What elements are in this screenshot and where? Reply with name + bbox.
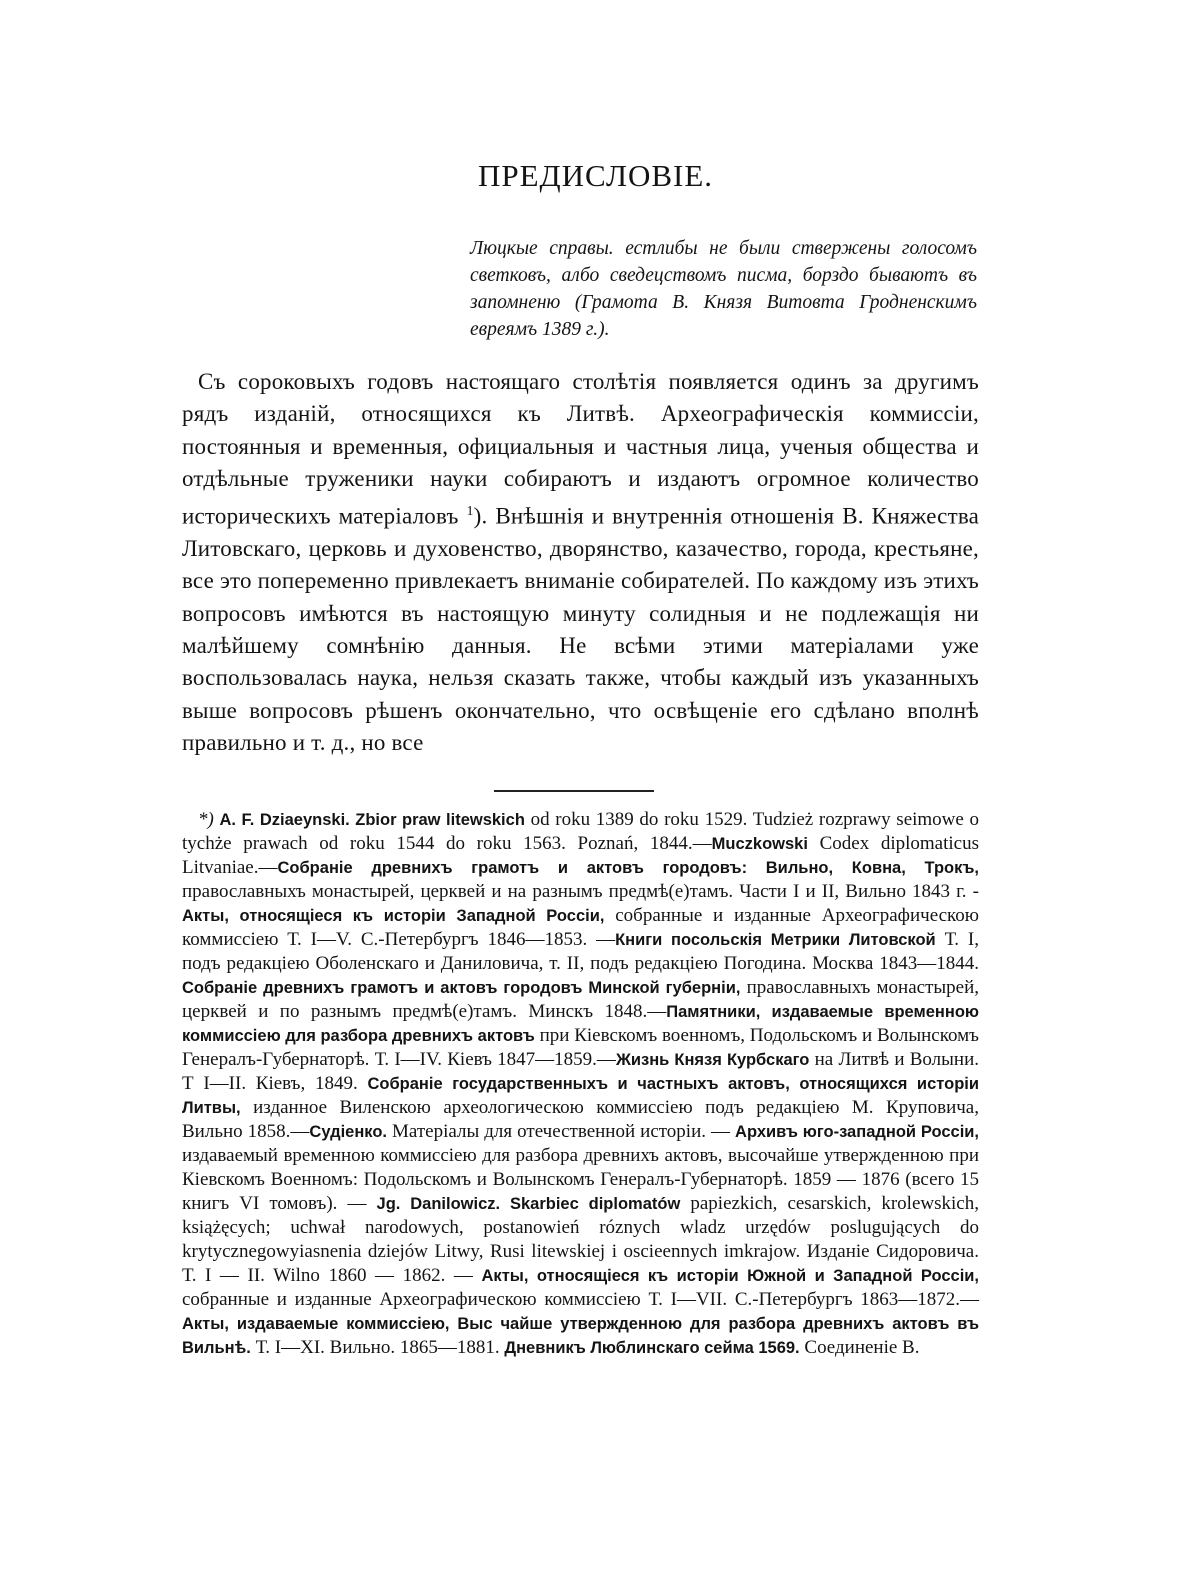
footnote-bold-segment: Архивъ юго-западной Россіи, — [735, 1123, 980, 1141]
footnote-bold-segment: Жизнь Князя Курбскаго — [615, 1051, 810, 1069]
footnote-text-segment: православныхъ монастырей, церквей и по разнымъ предмѣ(е)тамъ. Минскъ 1848.— — [182, 977, 979, 1022]
page-title: ПРЕДИСЛОВІЕ. — [477, 158, 714, 193]
footnote-bold-segment: Книги посольскія Метрики Литовской — [615, 931, 936, 949]
body-text — [182, 366, 979, 760]
footnote-bold-segment: Jg. Danilowicz. Skarbiec diplomatów — [376, 1195, 681, 1213]
footnote-text-segment: на Литвѣ и Волыни. Т I—II. Кіевъ, 1849. — [182, 1049, 979, 1094]
footnote-bold-segment: Акты, относящіеся къ исторіи Южной и Западной Россіи, — [481, 1267, 980, 1285]
footnote-text-segment: od roku 1389 do roku 1529. Tudzież rozprawy seimowe o tychże prawach od roku 1544 do roku 1563. Poznań, 1844.— — [182, 809, 980, 854]
footnote-bold-segment: Акты, издаваемые коммиссіею, Выс чайше утвержденною для разбора древнихъ актовъ въ Вильнѣ. — [182, 1315, 979, 1357]
footnote — [182, 808, 979, 1360]
footnote-text-segment: Матеріалы для отечественной исторіи. — — [387, 1121, 731, 1142]
footnote-bold-segment: A. F. Dziaeynski. Zbior praw litewskich — [219, 811, 525, 829]
footnote-text-segment: papiezkich, cesarskich, krolewskich, książęcych; uchwał narodowych, postanowień róznych wladz urzędów poslugujących do krytycznegowyiasnenia dziejów Litwy, Rusi litewskiej i oscieennych imkrajow. Изданіе Сидоровича. Т. I — II. Wilno 1860 — 1862. — — [182, 1193, 979, 1286]
footnote-marker: *) — [198, 809, 214, 830]
footnote-paragraph — [182, 808, 979, 1360]
footnote-bold-segment: Собраніе древнихъ грамотъ и актовъ городовъ: Вильно, Ковна, Трокъ, — [277, 859, 979, 877]
footnote-text-segment: Т. I—XI. Вильно. 1865—1881. — [250, 1337, 500, 1358]
footnote-reference: 1 — [466, 503, 474, 519]
footnote-text-segment: собранные и изданные Археографическою коммиссіею Т. I—VII. С.-Петербургъ 1863—1872.— — [182, 1289, 979, 1310]
footnote-text-segment: Соединеніе В. — [799, 1337, 920, 1358]
body-paragraph — [182, 366, 979, 760]
footnote-bold-segment: Собраніе государственныхъ и частныхъ актовъ, относящихся исторіи Литвы, — [182, 1075, 980, 1117]
footnote-bold-segment: Судіенко. — [309, 1123, 388, 1141]
footnote-text-segment: Codex diplomaticus Litvaniae.— — [182, 833, 980, 878]
footnote-text-segment: изданное Виленскою археологическою коммиссіею подъ редакціею М. Круповича, Вильно 1858.— — [182, 1097, 979, 1142]
footnote-text-segment: Т. I, подъ редакціею Оболенскаго и Даниловича, т. II, подъ редакціею Погодина. Москва 1843—1844. — [182, 929, 979, 974]
footnote-bold-segment: Акты, относящіеся къ исторіи Западной Россіи, — [182, 907, 605, 925]
epigraph: Люцкые справы. естлибы не были ствержены голосомъ светковъ, албо сведецствомъ писма, борздо бываютъ въ запомненю (Грамота В. Князя Витовта Гродненскимъ евреямъ 1389 г.). — [470, 238, 977, 340]
footnote-bold-segment: Muczkowski — [711, 835, 808, 853]
footnote-bold-segment: Дневникъ Люблинскаго сейма 1569. — [504, 1339, 800, 1357]
footnote-text-segment: собранные и изданные Археографическою коммиссіею Т. I—V. С.-Петербургъ 1846—1853. — — [182, 905, 979, 950]
body-text-part2: ). Внѣшнія и внутреннія отношенія В. Княжества Литовскаго, церковь и духовенство, дворянство, казачество, города, крестьяне, все это попеременно привлекаетъ вниманіе собирателей. По каждому изъ этихъ вопросовъ имѣются въ настоящую минуту солидныя и не подлежащія ни малѣйшему сомнѣнію данныя. Не всѣми этими матеріалами уже воспользовалась наука, нельзя сказать также, чтобы каждый изъ указанныхъ выше вопросовъ рѣшенъ окончательно, что освѣщеніе его сдѣлано вполнѣ правильно и т. д., но все — [182, 503, 980, 756]
footnote-text-segment: православныхъ монастырей, церквей и на разнымъ предмѣ(е)тамъ. Части I и II, Вильно 1843 г. - — [182, 881, 979, 902]
footnote-bold-segment: Собраніе древнихъ грамотъ и актовъ городовъ Минской губерніи, — [182, 979, 741, 997]
body-text-part1: Съ сороковыхъ годовъ настоящаго столѣтія появляется одинъ за другимъ рядъ изданій, относящихся къ Литвѣ. Археографическія коммиссіи, постоянныя и временныя, официальныя и частныя лица, ученыя общества и отдѣльные труженики науки собираютъ и издаютъ огромное количество историческихъ матеріаловъ — [182, 369, 979, 529]
footnote-bold-segment: Памятники, издаваемые временною коммиссіею для разбора древнихъ актовъ — [182, 1003, 979, 1045]
footnote-separator — [494, 790, 654, 792]
footnote-text-segment: издаваемый временною коммиссіею для разбора древнихъ актовъ, высочайше утвержденною при Кіевскомъ Военномъ: Подольскомъ и Волынскомъ Генералъ-Губернаторѣ. 1859 — 1876 (всего 15 книгъ VI томовъ). — — [182, 1145, 979, 1214]
footnote-text-segment: при Кіевскомъ военномъ, Подольскомъ и Волынскомъ Генералъ-Губернаторѣ. Т. I—IV. Кіевъ 1847—1859.— — [182, 1025, 979, 1070]
